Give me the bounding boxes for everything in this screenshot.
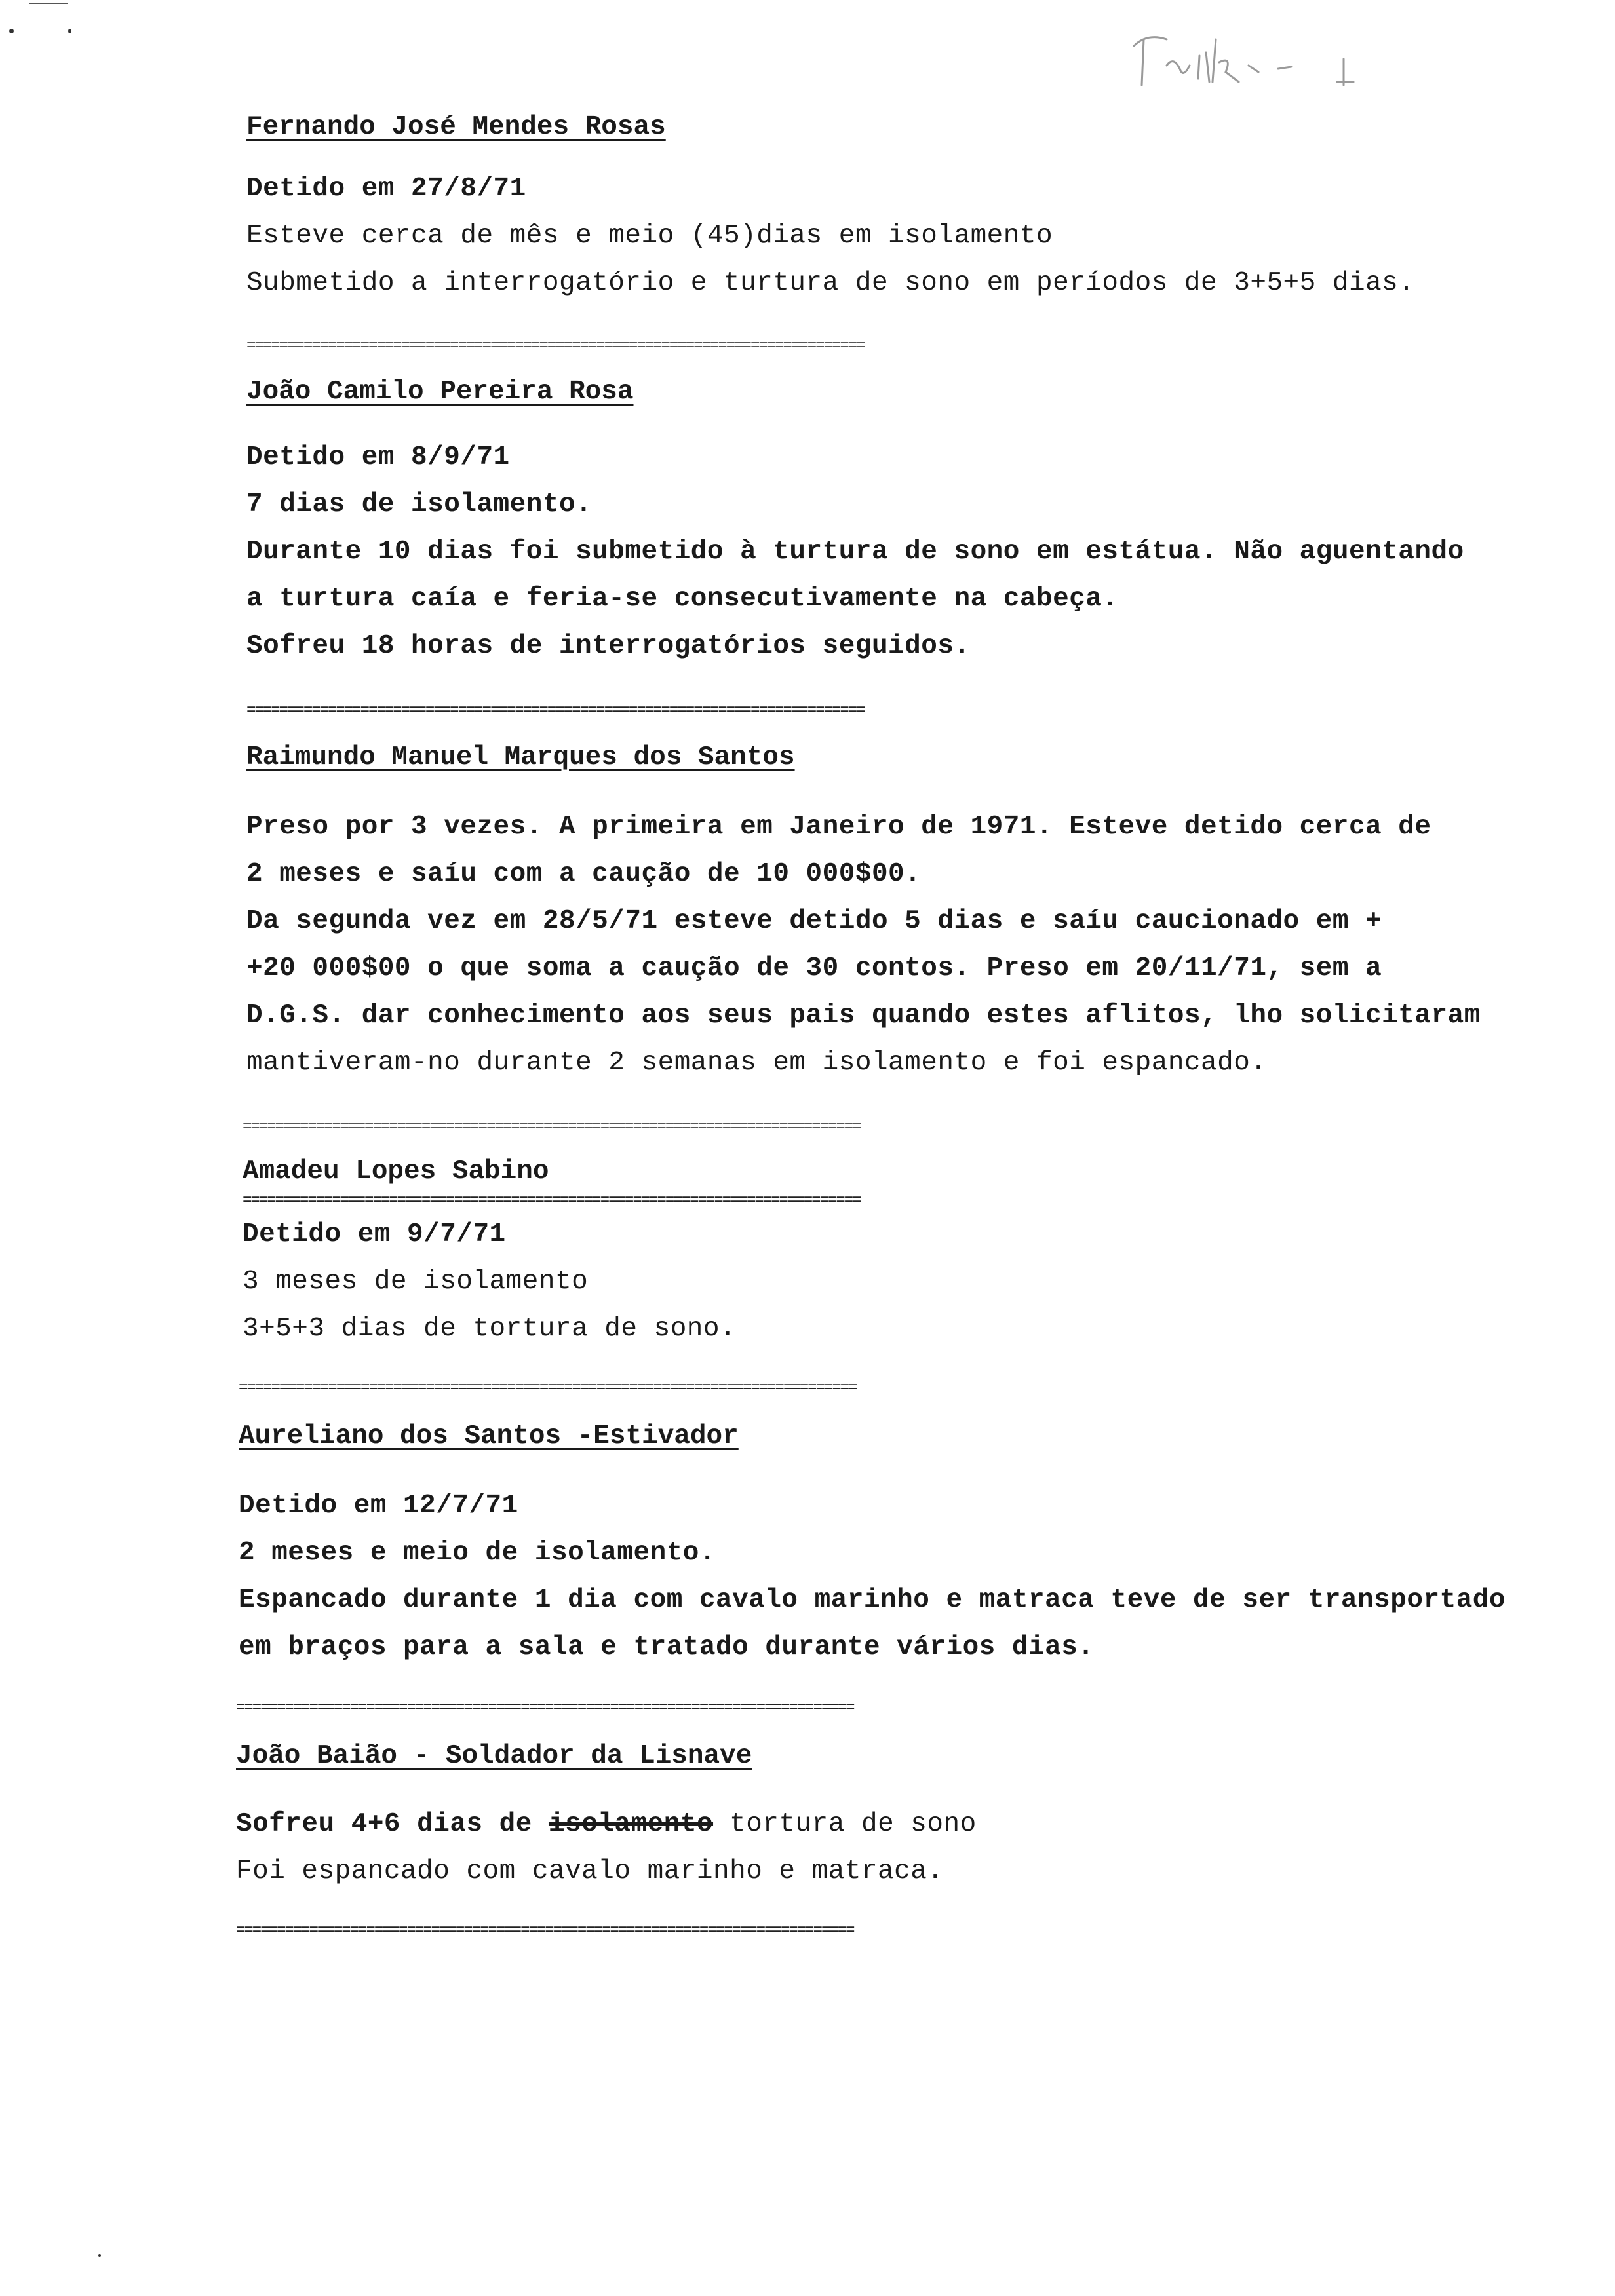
entry-line: +20 000$00 o que soma a caução de 30 contos. Preso em 20/11/71, sem a bbox=[246, 953, 1382, 984]
entry-name: Fernando José Mendes Rosas bbox=[246, 112, 666, 142]
separator-line: ============================================================================ bbox=[236, 1922, 854, 1940]
entry-line: 3+5+3 dias de tortura de sono. bbox=[243, 1314, 737, 1344]
entry-line: Sofreu 18 horas de interrogatórios seguidos. bbox=[246, 631, 971, 661]
entry-line-end: tortura de sono bbox=[730, 1809, 977, 1839]
entry-joao-camilo bbox=[246, 372, 1464, 670]
entry-name: Raimundo Manuel Marques dos Santos bbox=[246, 742, 795, 773]
entry-line bbox=[236, 1801, 977, 1848]
entry-line: Detido em 27/8/71 bbox=[246, 174, 526, 204]
entry-line: Durante 10 dias foi submetido à turtura de sono em estátua. Não aguentando bbox=[246, 537, 1464, 567]
entry-name: João Baião - Soldador da Lisnave bbox=[236, 1741, 752, 1771]
entry-raimundo bbox=[246, 738, 1481, 1086]
entry-fernando bbox=[246, 107, 1414, 307]
entry-line: 2 meses e meio de isolamento. bbox=[239, 1538, 716, 1568]
name-underline-rule: ============================================================================ bbox=[243, 1192, 861, 1210]
entry-line: 7 dias de isolamento. bbox=[246, 489, 593, 520]
entry-line: Detido em 9/7/71 bbox=[243, 1219, 506, 1250]
scan-mark bbox=[98, 2254, 101, 2257]
separator-line: ============================================================================ bbox=[236, 1699, 854, 1717]
entry-aureliano bbox=[239, 1417, 1506, 1671]
scan-mark bbox=[68, 29, 71, 33]
entry-line: D.G.S. dar conhecimento aos seus pais quando estes aflitos, lho solicitaram bbox=[246, 1001, 1481, 1031]
entry-line: Detido em 8/9/71 bbox=[246, 442, 510, 472]
scan-line bbox=[29, 3, 68, 4]
handwritten-note bbox=[1127, 20, 1376, 92]
entry-line: 3 meses de isolamento bbox=[243, 1267, 589, 1297]
entry-name: Aureliano dos Santos -Estivador bbox=[239, 1421, 739, 1451]
entry-line: 2 meses e saíu com a caução de 10 000$00. bbox=[246, 859, 922, 889]
separator-line: ============================================================================ bbox=[246, 702, 865, 719]
entry-joao-baiao bbox=[236, 1736, 977, 1895]
entry-line: Da segunda vez em 28/5/71 esteve detido 5 dias e saíu caucionado em + bbox=[246, 906, 1382, 936]
entry-line: em braços para a sala e tratado durante vários dias. bbox=[239, 1632, 1095, 1662]
entry-line: mantiveram-no durante 2 semanas em isolamento e foi espancado. bbox=[246, 1048, 1267, 1078]
scan-mark bbox=[9, 29, 14, 33]
entry-line: Preso por 3 vezes. A primeira em Janeiro de 1971. Esteve detido cerca de bbox=[246, 812, 1431, 842]
entry-amadeu bbox=[243, 1152, 861, 1352]
struck-word: isolamento bbox=[548, 1809, 714, 1839]
entry-name: João Camilo Pereira Rosa bbox=[246, 377, 634, 407]
entry-line: Espancado durante 1 dia com cavalo marinho e matraca teve de ser transportado bbox=[239, 1585, 1506, 1615]
entry-line: Foi espancado com cavalo marinho e matraca. bbox=[236, 1856, 944, 1886]
entry-line: a turtura caía e feria-se consecutivamente na cabeça. bbox=[246, 584, 1119, 614]
separator-line: ============================================================================ bbox=[239, 1379, 857, 1397]
entry-line: Detido em 12/7/71 bbox=[239, 1491, 518, 1521]
entry-name: Amadeu Lopes Sabino bbox=[243, 1157, 549, 1187]
separator-line: ============================================================================ bbox=[246, 337, 865, 355]
entry-line: Submetido a interrogatório e turtura de sono em períodos de 3+5+5 dias. bbox=[246, 268, 1415, 298]
entry-line-start: Sofreu 4+6 dias de bbox=[236, 1809, 532, 1839]
entry-line: Esteve cerca de mês e meio (45)dias em isolamento bbox=[246, 221, 1053, 251]
separator-line: ============================================================================ bbox=[243, 1119, 861, 1136]
